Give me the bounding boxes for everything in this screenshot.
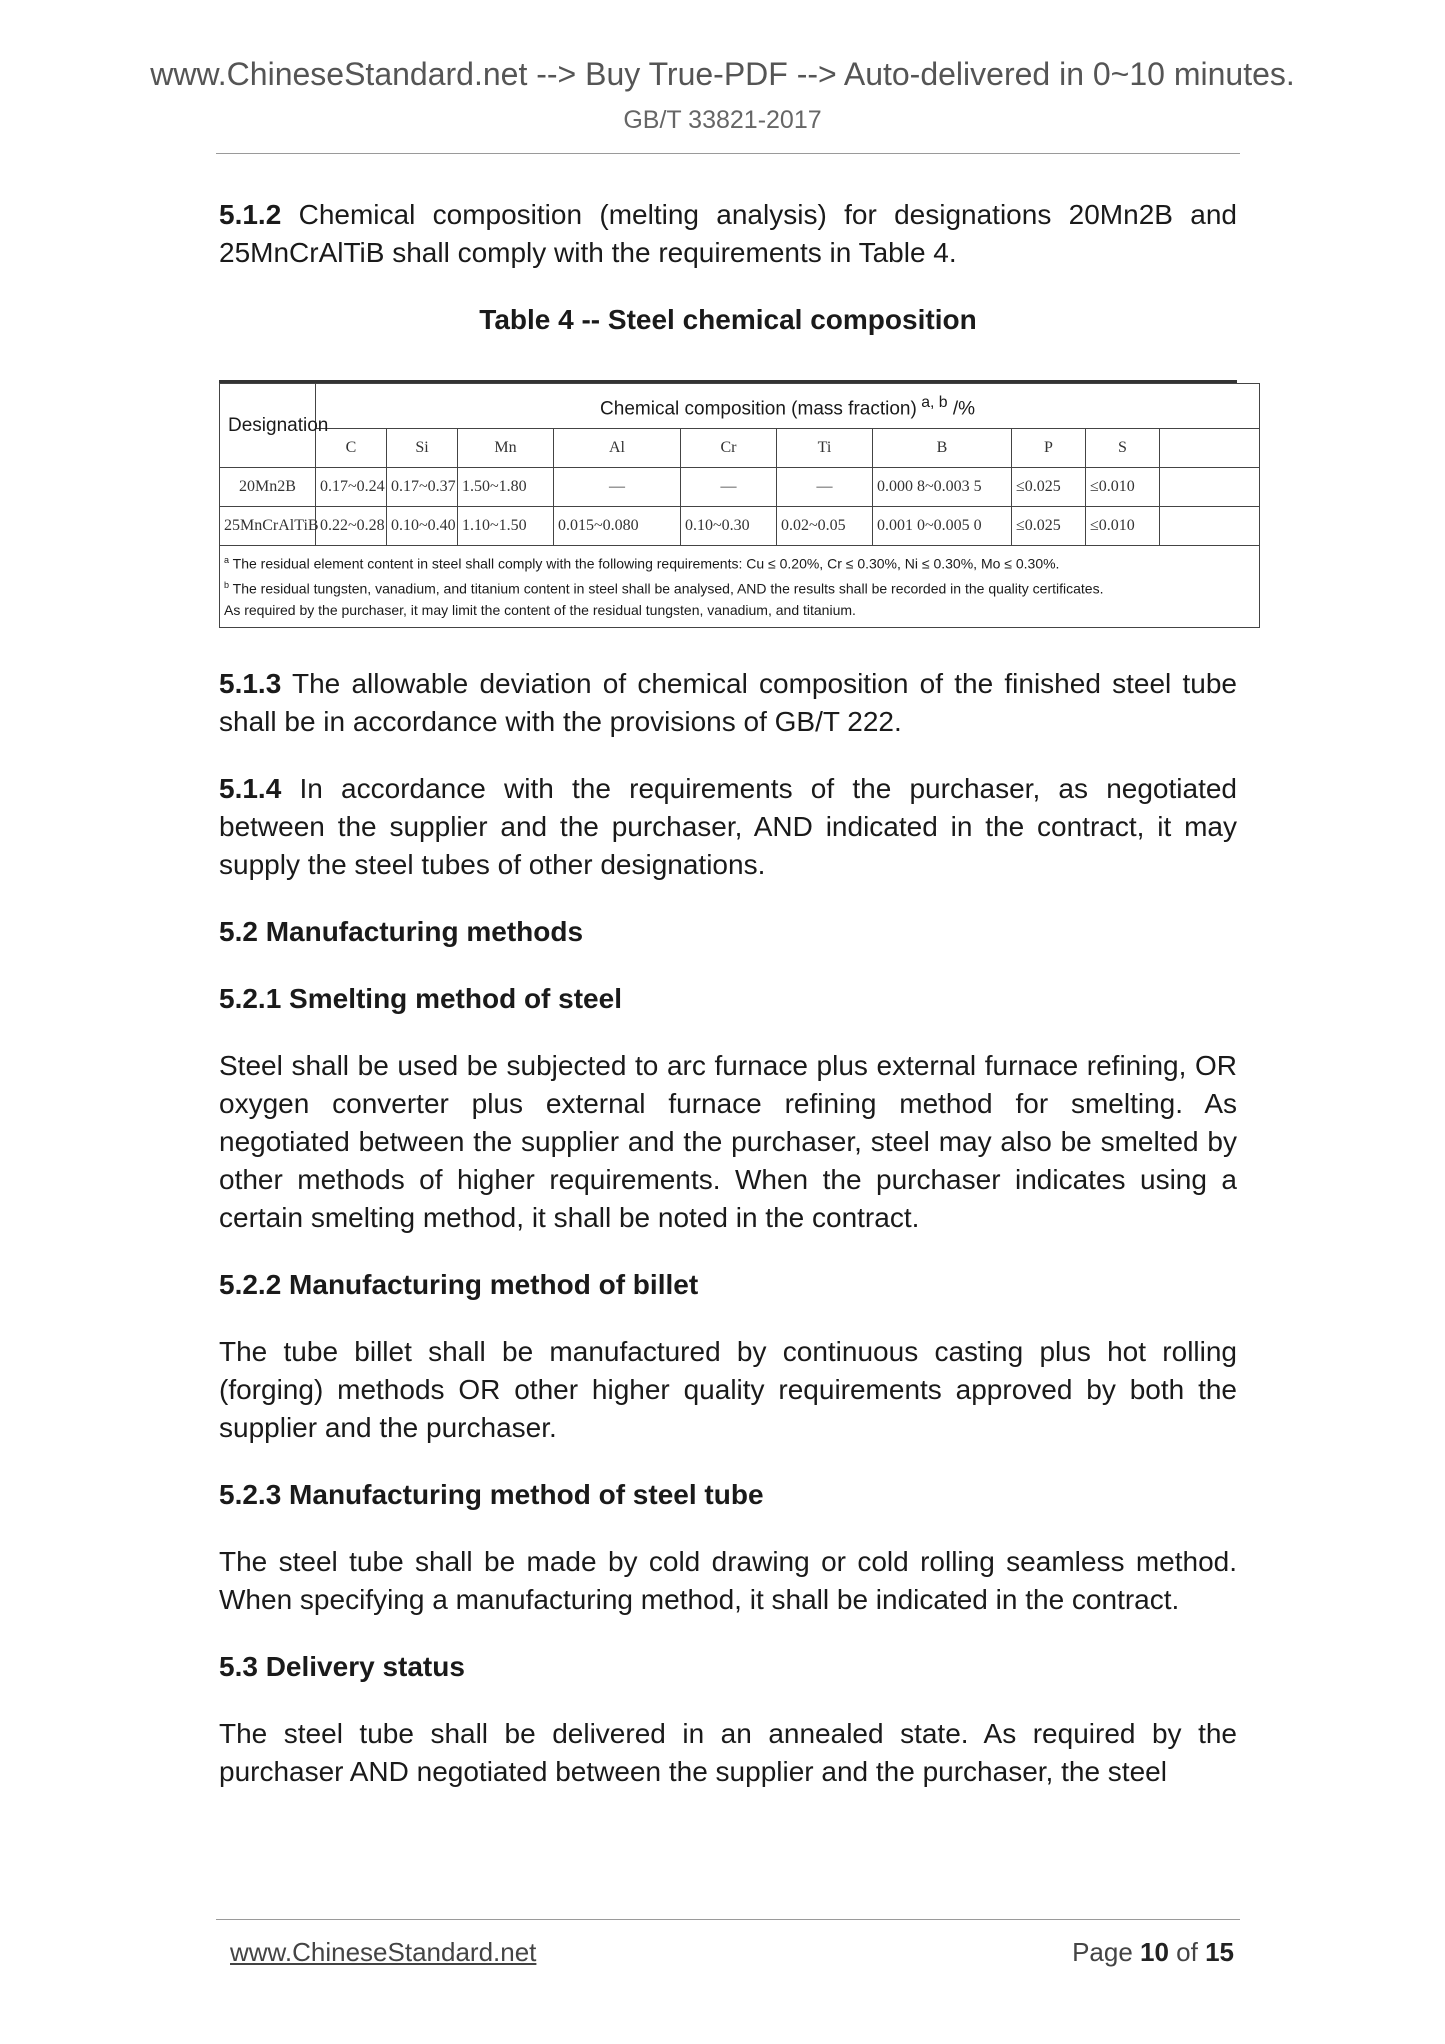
element-header-ti: Ti	[777, 429, 873, 468]
clause-text: Chemical composition (melting analysis) for designations 20Mn2B and 25MnCrAlTiB shall comply with the requirements in Table 4.	[219, 199, 1237, 268]
element-header-extra	[1160, 429, 1260, 468]
value-cell: 0.015~0.080	[554, 507, 681, 546]
table-title: Table 4 -- Steel chemical composition	[479, 304, 977, 335]
value-cell: 0.02~0.05	[777, 507, 873, 546]
clause-5-1-3	[219, 665, 1237, 741]
value-cell: —	[777, 468, 873, 507]
value-cell: 0.17~0.37	[387, 468, 458, 507]
element-header-si: Si	[387, 429, 458, 468]
clause-5-1-2	[219, 196, 1237, 272]
value-cell: 1.50~1.80	[458, 468, 554, 507]
value-cell: 0.001 0~0.005 0	[873, 507, 1012, 546]
clause-5-2-2-text: The tube billet shall be manufactured by continuous casting plus hot rolling (forging) methods OR other higher quality requirements approved by both the supplier and the purchaser.	[219, 1336, 1237, 1443]
clause-text: In accordance with the requirements of the purchaser, as negotiated between the supplier and the purchaser, AND indicated in the contract, it may supply the steel tubes of other designations.	[219, 773, 1237, 880]
heading-5-3: 5.3 Delivery status	[219, 1651, 465, 1682]
value-cell-extra	[1160, 507, 1260, 546]
element-header-p: P	[1012, 429, 1086, 468]
table-row	[220, 507, 1260, 546]
designation-header: Designation	[220, 384, 316, 468]
designation-cell: 20Mn2B	[220, 468, 316, 507]
clause-5-2-3-text: The steel tube shall be made by cold drawing or cold rolling seamless method. When specifying a manufacturing method, it shall be indicated in the contract.	[219, 1546, 1237, 1615]
value-cell-extra	[1160, 468, 1260, 507]
value-cell: ≤0.025	[1012, 507, 1086, 546]
table-row	[220, 468, 1260, 507]
value-cell: 0.22~0.28	[316, 507, 387, 546]
clause-5-2-1-text: Steel shall be used be subjected to arc furnace plus external furnace refining, OR oxygen converter plus external furnace refining method for smelting. As negotiated between the supplier and the purchaser, steel may also be smelted by other methods of higher requirements. When the purchaser indicates using a certain smelting method, it shall be noted in the contract.	[219, 1050, 1237, 1233]
value-cell: ≤0.010	[1086, 468, 1160, 507]
value-cell: 0.000 8~0.003 5	[873, 468, 1012, 507]
clause-text: The allowable deviation of chemical composition of the finished steel tube shall be in accordance with the provisions of GB/T 222.	[219, 668, 1237, 737]
value-cell: —	[554, 468, 681, 507]
heading-5-2-2: 5.2.2 Manufacturing method of billet	[219, 1269, 699, 1300]
element-header-c: C	[316, 429, 387, 468]
clause-5-3-text: The steel tube shall be delivered in an annealed state. As required by the purchaser AND negotiated between the supplier and the purchaser, the steel	[219, 1718, 1237, 1787]
value-cell: —	[681, 468, 777, 507]
standard-number: GB/T 33821-2017	[623, 106, 822, 134]
value-cell: ≤0.010	[1086, 507, 1160, 546]
element-header-s: S	[1086, 429, 1160, 468]
value-cell: ≤0.025	[1012, 468, 1086, 507]
heading-5-2-1: 5.2.1 Smelting method of steel	[219, 983, 622, 1014]
footnote-c: As required by the purchaser, it may limit the content of the residual tungsten, vanadium, and titanium.	[224, 601, 856, 618]
page-indicator: Page 10 of 15	[1072, 1937, 1234, 1967]
clause-number: 5.1.2	[219, 199, 282, 230]
value-cell: 0.10~0.30	[681, 507, 777, 546]
footer-link[interactable]: www.ChineseStandard.net	[230, 1937, 537, 1967]
footnote-b: $^b$ The residual tungsten, vanadium, and titanium content in steel shall be analysed, AND the results shall be recorded in the quality certificates.	[224, 579, 1104, 597]
designation-cell: 25MnCrAlTiB	[220, 507, 316, 546]
element-header-cr: Cr	[681, 429, 777, 468]
element-header-b: B	[873, 429, 1012, 468]
clause-5-1-4	[219, 770, 1237, 884]
table-notes	[220, 546, 1260, 627]
footnote-a: $^a$ The residual element content in steel shall comply with the following requirements: Cu ≤ 0.20%, Cr ≤ 0.30%, Ni ≤ 0.30%, Mo ≤ 0.30%.	[224, 555, 1060, 572]
header-divider	[216, 153, 1240, 154]
clause-number: 5.1.3	[219, 668, 282, 699]
element-header-mn: Mn	[458, 429, 554, 468]
value-cell: 0.17~0.24	[316, 468, 387, 507]
table-notes-row	[220, 546, 1260, 627]
value-cell: 1.10~1.50	[458, 507, 554, 546]
chem-composition-header: Chemical composition (mass fraction) $^{a, b}$ /%	[316, 384, 1260, 429]
composition-table	[219, 383, 1260, 628]
heading-5-2: 5.2 Manufacturing methods	[219, 916, 584, 947]
header-banner: www.ChineseStandard.net --> Buy True-PDF --> Auto-delivered in 0~10 minutes.	[150, 56, 1295, 92]
clause-number: 5.1.4	[219, 773, 282, 804]
footer-divider	[216, 1919, 1240, 1920]
value-cell: 0.10~0.40	[387, 507, 458, 546]
document-body	[219, 196, 1237, 1820]
table-container	[219, 380, 1237, 625]
element-header-al: Al	[554, 429, 681, 468]
heading-5-2-3: 5.2.3 Manufacturing method of steel tube	[219, 1479, 764, 1510]
